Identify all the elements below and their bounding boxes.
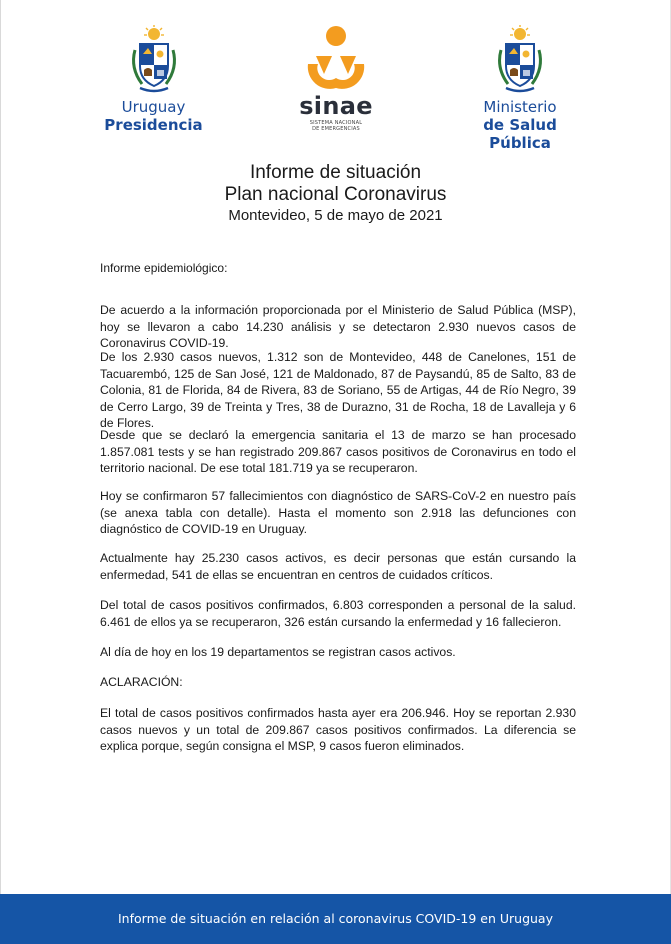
title-line-1: Informe de situación: [249, 162, 422, 183]
report-title: [0, 162, 671, 226]
uruguay-presidencia-logo: [96, 24, 211, 134]
paragraph-departments: Al día de hoy en los 19 departamentos se registran casos activos.: [100, 645, 456, 659]
paragraph-tests: De acuerdo a la información proporcionada por el Ministerio de Salud Pública (MSP), hoy se llevaron a cabo 14.230 análisis y se detectaron 2.930 nuevos casos de Coronavirus COVID-19.: [100, 303, 576, 350]
title-line-2: Plan nacional Coronavirus: [224, 184, 447, 205]
paragraph-totals: Desde que se declaró la emergencia sanitaria el 13 de marzo se han procesado 1.857.081 tests y se han registrado 209.867 casos positivos de Coronavirus en todo el territorio nacional. De ese total 181.719 ya se recuperaron.: [100, 428, 576, 475]
left-logo-line1: Uruguay: [121, 98, 186, 116]
uruguay-coat-of-arms-icon: [492, 24, 548, 96]
sinae-wordmark: sinae: [299, 92, 373, 120]
right-logo-line2: de Salud Pública: [483, 116, 557, 152]
report-date: Montevideo, 5 de mayo de 2021: [228, 207, 443, 224]
paragraph-deaths: Hoy se confirmaron 57 fallecimientos con diagnóstico de SARS-CoV-2 en nuestro país (se anexa tabla con detalle). Hasta el momento son 2.918 las defunciones con diagnóstico de COVID-19 en Uruguay.: [100, 489, 576, 536]
paragraph-active-cases: Actualmente hay 25.230 casos activos, es decir personas que están cursando la enfermedad, 541 de ellas se encuentran en centros de cuidados críticos.: [100, 551, 576, 582]
msp-logo: [450, 24, 590, 152]
right-logo-line1: Ministerio: [483, 98, 557, 116]
uruguay-coat-of-arms-icon: [126, 24, 182, 96]
paragraph-new-cases-by-department: De los 2.930 casos nuevos, 1.312 son de Montevideo, 448 de Canelones, 151 de Tacuarembó, 125 de San José, 121 de Maldonado, 87 de Paysandú, 85 de Salto, 83 de Colonia, 81 de Florida, 84 de Rivera, 83 de Soriano, 55 de Artigas, 44 de Río Negro, 39 de Cerro Largo, 39 de Treinta y Tres, 38 de Durazno, 31 de Rocha, 18 de Lavalleja y 6 de Flores.: [100, 350, 576, 430]
section-label: Informe epidemiológico:: [100, 261, 228, 275]
sinae-emblem-icon: [302, 26, 370, 90]
sinae-logo: [296, 26, 376, 132]
footer-banner: Informe de situación en relación al coronavirus COVID-19 en Uruguay: [0, 894, 671, 944]
sinae-subtitle-2: DE EMERGENCIAS: [312, 126, 360, 132]
paragraph-health-personnel: Del total de casos positivos confirmados, 6.803 corresponden a personal de la salud. 6.461 de ellos ya se recuperaron, 326 están cursando la enfermedad y 16 fallecieron.: [100, 598, 576, 629]
paragraph-clarification: El total de casos positivos confirmados hasta ayer era 206.946. Hoy se reportan 2.930 casos nuevos y un total de 209.867 casos positivos confirmados. La diferencia se explica porque, según consigna el MSP, 9 casos fueron eliminados.: [100, 706, 576, 753]
left-logo-line2: Presidencia: [104, 116, 203, 134]
sinae-subtitle-1: SISTEMA NACIONAL: [309, 120, 363, 126]
paragraph-clarification-heading: ACLARACIÓN:: [100, 675, 183, 689]
